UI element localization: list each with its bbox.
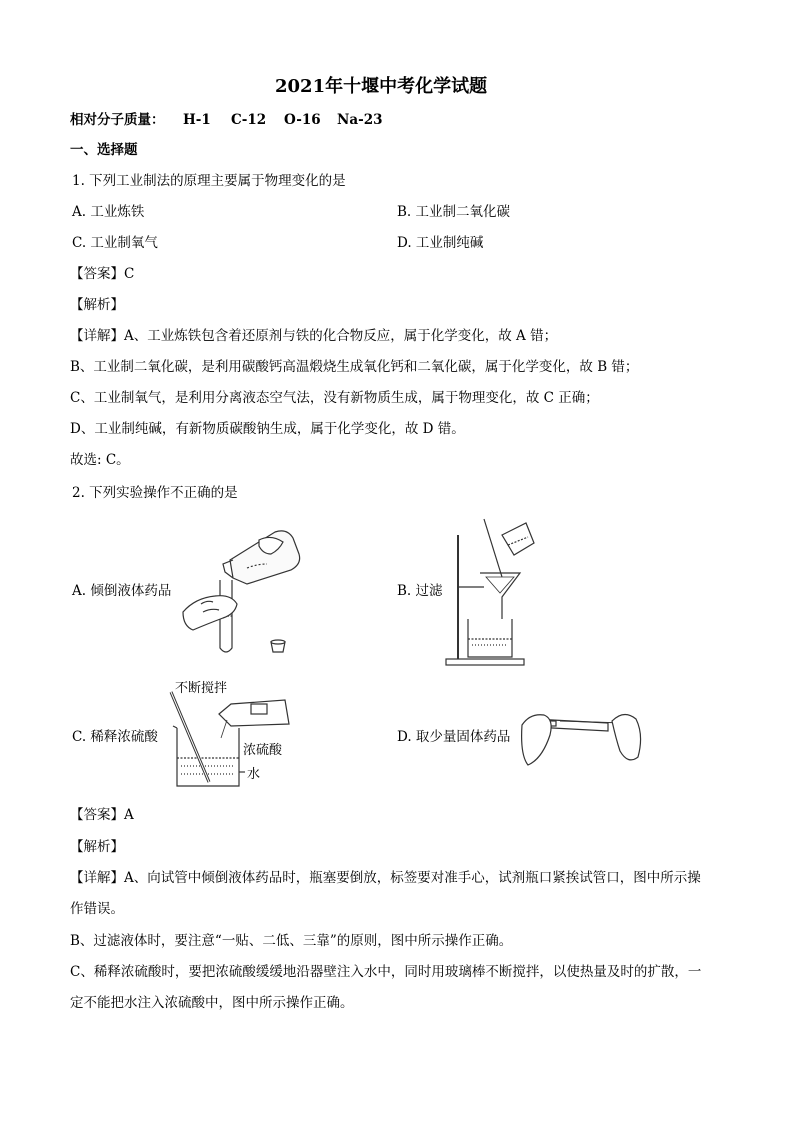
q2-detail-tag: 【详解】: [70, 870, 124, 886]
q2-detail-line-1: [70, 868, 701, 888]
page-title: 2021年十堰中考化学试题: [275, 76, 488, 97]
q1-detail-line-2: B、工业制二氧化碳，是利用碳酸钙高温煅烧生成氧化钙和二氧化碳，属于化学变化，故 B 错；: [70, 359, 639, 375]
label-conc-acid: 浓硫酸: [243, 743, 283, 758]
mass-c: C-12: [231, 112, 267, 128]
q1-option-d: D. 工业制纯碱: [397, 235, 484, 251]
mass-na: Na-23: [337, 112, 383, 128]
label-water: 水: [247, 767, 261, 782]
q1-stem: 1. 下列工业制法的原理主要属于物理变化的是: [72, 173, 346, 189]
mass-h: H-1: [183, 112, 211, 128]
masses-label: 相对分子质量：: [70, 112, 165, 128]
q1-detail-line-1: [70, 326, 557, 346]
q1-detail-line-3: C、工业制氧气，是利用分离液态空气法，没有新物质生成，属于物理变化，故 C 正确；: [70, 390, 599, 406]
q2-detail-line-4: C、稀释浓硫酸时，要把浓硫酸缓缓地沿器壁注入水中，同时用玻璃棒不断搅拌，以使热量及时的扩散，一: [70, 964, 702, 980]
q2-option-d: D. 取少量固体药品: [397, 729, 511, 745]
label-stir: 不断搅拌: [175, 681, 228, 696]
q1-conclusion: 故选: C。: [70, 452, 130, 468]
q1-detail-tag: 【详解】: [70, 328, 124, 344]
q1-option-b: B. 工业制二氧化碳: [397, 204, 511, 220]
figure-solid-reagent: [520, 695, 645, 770]
q1-answer-tag: 【答案】: [70, 266, 124, 282]
q2-detail-line-3: B、过滤液体时，要注意“一贴、二低、三靠”的原则，图中所示操作正确。: [70, 933, 513, 949]
mass-o: O-16: [284, 112, 321, 128]
q1-answer: C: [124, 266, 135, 282]
q2-detail-line-5: 定不能把水注入浓硫酸中，图中所示操作正确。: [70, 995, 354, 1011]
q2-option-a: A. 倾倒液体药品: [72, 583, 172, 599]
q2-answer-tag: 【答案】: [70, 807, 124, 823]
q2-detail-text-1: A、向试管中倾倒液体药品时，瓶塞要倒放，标签要对准手心，试剂瓶口紧挨试管口，图中所示操: [124, 870, 701, 886]
q2-answer-line: [70, 805, 134, 825]
q1-detail-line-4: D、工业制纯碱，有新物质碳酸钠生成，属于化学变化，故 D 错。: [70, 421, 465, 437]
section-heading: 一、选择题: [70, 142, 138, 158]
q2-detail-line-2: 作错误。: [70, 901, 124, 917]
figure-filtration: [440, 515, 540, 670]
q2-analysis-tag: 【解析】: [70, 839, 124, 855]
q2-stem: 2. 下列实验操作不正确的是: [72, 485, 238, 501]
q1-answer-line: [70, 264, 134, 284]
q1-analysis-tag: 【解析】: [70, 297, 124, 313]
q1-option-c: C. 工业制氧气: [72, 235, 158, 251]
figure-dilute-acid: [165, 678, 305, 793]
q2-option-c: C. 稀释浓硫酸: [72, 729, 158, 745]
figure-pouring-liquid: [175, 520, 315, 660]
q1-detail-text-1: A、工业炼铁包含着还原剂与铁的化合物反应，属于化学变化，故 A 错；: [124, 328, 558, 344]
q2-option-b: B. 过滤: [397, 583, 443, 599]
q2-answer: A: [124, 807, 134, 823]
q1-option-a: A. 工业炼铁: [72, 204, 145, 220]
